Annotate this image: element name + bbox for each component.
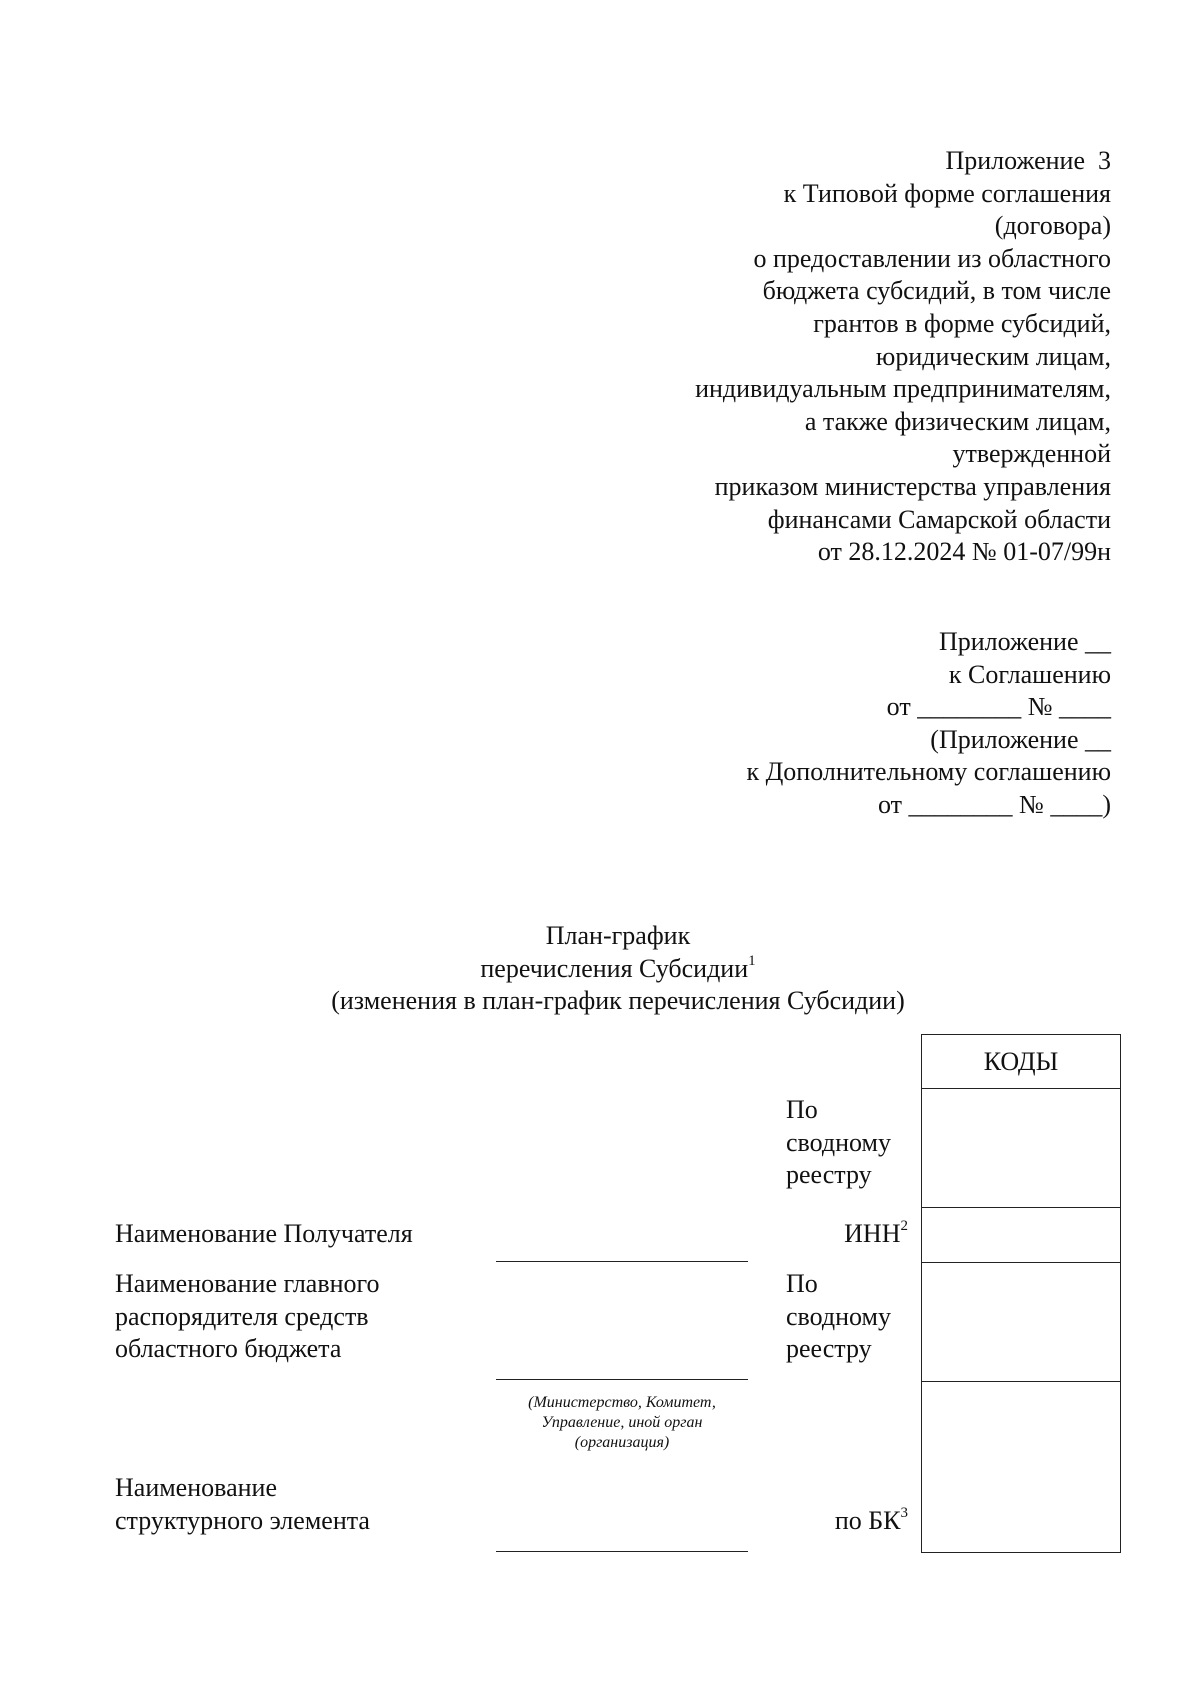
document-title (0, 920, 1200, 1018)
code-cell-inn (922, 1208, 1121, 1263)
header-line: о предоставлении из областного (753, 243, 1111, 273)
agreement-line: к Дополнительному соглашению (746, 757, 1111, 787)
agreement-line: Приложение __ (938, 627, 1111, 656)
header-line: бюджета субсидий, в том числе (762, 276, 1111, 306)
footnote-ref: 3 (900, 1505, 908, 1522)
inn-label: ИНН$^2$ (844, 1218, 908, 1248)
code-cell-registry-2 (922, 1263, 1121, 1382)
gr-name-label: Наименование главного распорядителя средств областного бюджета (115, 1269, 380, 1364)
footnote-ref: 2 (900, 1218, 908, 1235)
header-line: юридическим лицам, (875, 341, 1111, 371)
header-line: приказом министерства управления (714, 471, 1111, 501)
gr-name-line (496, 1379, 748, 1380)
header-line: а также физическим лицам, (804, 406, 1111, 436)
header-line: (договора) (994, 211, 1111, 241)
registry-label-2: По сводному реестру (786, 1269, 891, 1364)
struct-element-line (496, 1551, 748, 1552)
appendix-3-header (695, 145, 1111, 569)
header-line: индивидуальным предпринимателям, (695, 374, 1111, 404)
codes-table (921, 1034, 1121, 1553)
struct-element-label: Наименование структурного элемента (115, 1473, 370, 1535)
header-line: утвержденной (952, 439, 1111, 469)
header-line: от 28.12.2024 № 01-07/99н (817, 537, 1111, 567)
title-line-2: перечисления Субсидии$^1$ (480, 952, 756, 983)
agreement-line: от ________ № ____ (886, 692, 1111, 722)
header-line: финансами Самарской области (767, 504, 1111, 534)
title-line-1: План-график (545, 921, 691, 950)
gr-name-hint: (Министерство, Комитет, Управление, иной орган (организация) (528, 1394, 716, 1451)
code-cell-registry-1 (922, 1089, 1121, 1208)
registry-label-1: По сводному реестру (786, 1095, 891, 1190)
agreement-line: к Соглашению (948, 659, 1111, 689)
agreement-line: (Приложение __ (930, 724, 1111, 754)
recipient-name-line (496, 1261, 748, 1262)
bk-label: по $БК^3$ (834, 1505, 908, 1535)
header-line: к Типовой форме соглашения (783, 178, 1111, 208)
agreement-appendix-header (746, 626, 1111, 822)
agreement-line: от ________ № ____) (878, 789, 1111, 819)
recipient-name-label: Наименование Получателя (115, 1219, 413, 1248)
footnote-ref: 1 (748, 952, 756, 969)
codes-header: КОДЫ (922, 1035, 1121, 1089)
header-line: Приложение 3 (945, 146, 1111, 175)
header-line: грантов в форме субсидий, (813, 308, 1111, 338)
code-cell-bk (922, 1382, 1121, 1553)
title-line-3: (изменения в план-график перечисления Субсидии) (331, 986, 905, 1016)
